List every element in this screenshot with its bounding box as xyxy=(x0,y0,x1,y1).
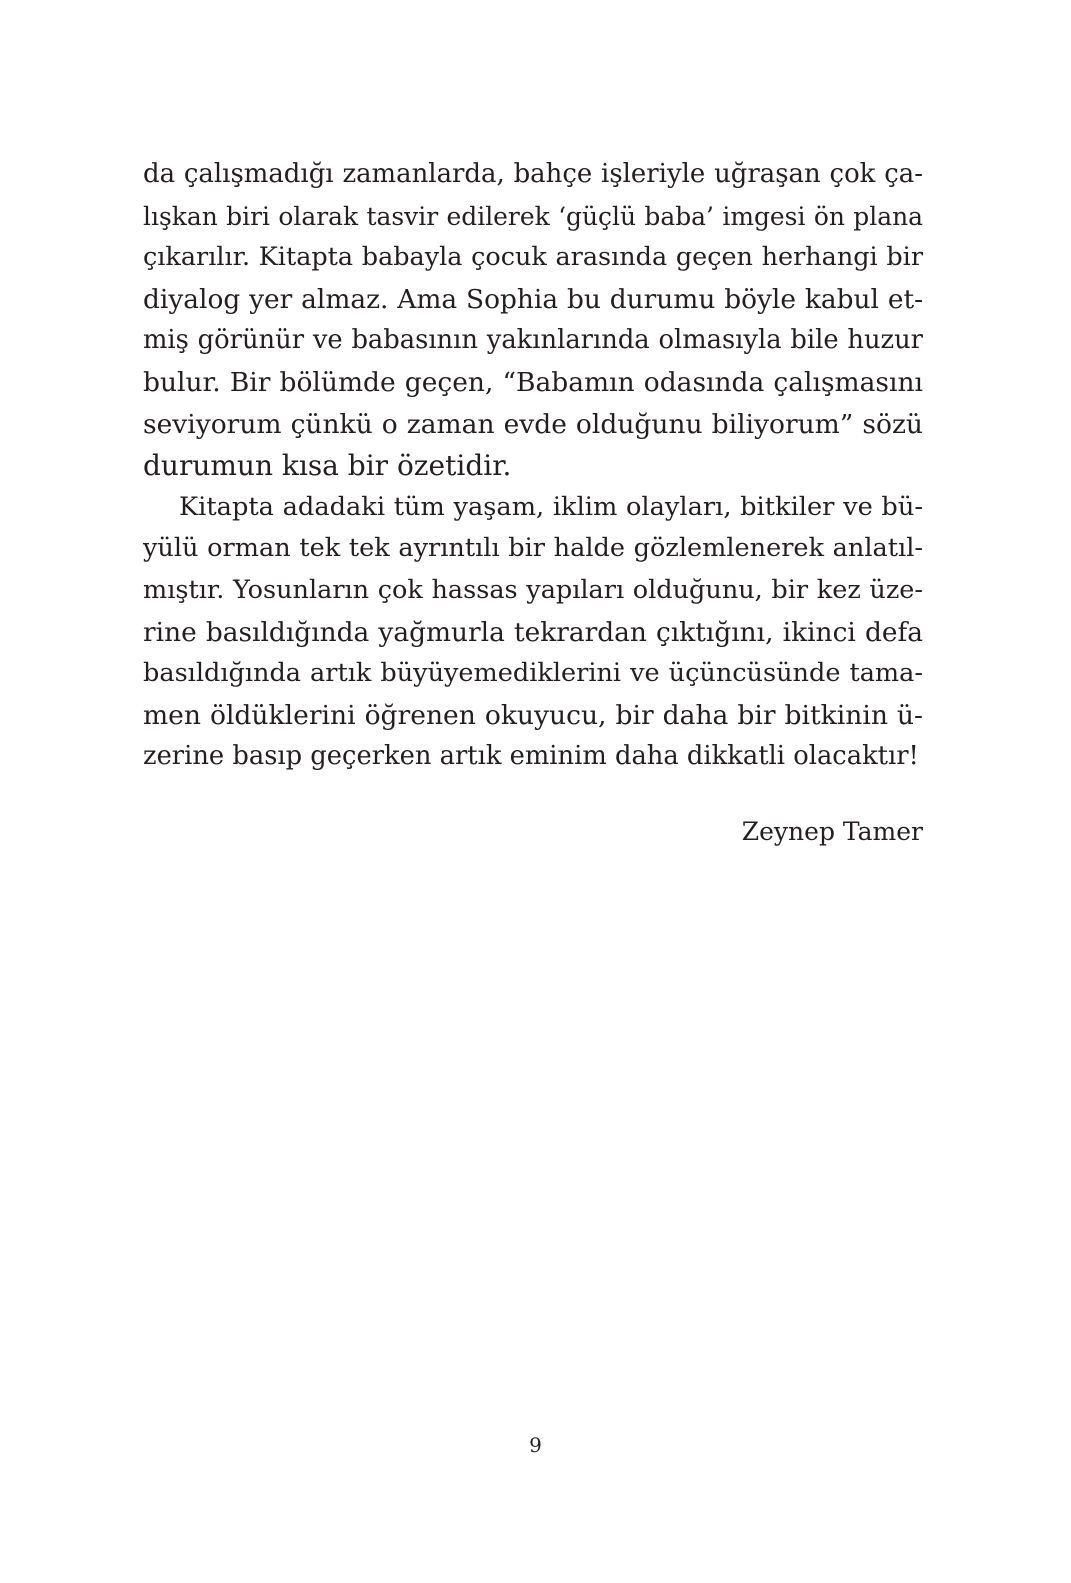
text-line: seviyorum çünkü o zaman evde olduğunu biliyorum” sözü xyxy=(143,408,923,440)
text-line: yülü orman tek tek ayrıntılı bir halde gözlemlenerek anlatıl- xyxy=(143,533,923,564)
text-line: lışkan biri olarak tasvir edilerek ‘güçlü baba’ imgesi ön plana xyxy=(143,201,923,231)
text-line: durumun kısa bir özetidir. xyxy=(143,449,512,483)
text-line: diyalog yer almaz. Ama Sophia bu durumu böyle kabul et- xyxy=(143,283,923,315)
paragraph-1 xyxy=(143,154,923,487)
text-line: da çalışmadığı zamanlarda, bahçe işleriyle uğraşan çok ça- xyxy=(143,159,923,189)
text-line: çıkarılır. Kitapta babayla çocuk arasında geçen herhangi bir xyxy=(143,242,923,273)
author-signature: Zeynep Tamer xyxy=(741,817,923,846)
text-line: men öldüklerini öğrenen okuyucu, bir daha bir bitkinin ü- xyxy=(143,699,923,731)
paragraph-2 xyxy=(143,487,923,778)
text-line: Kitapta adadaki tüm yaşam, iklim olayları, bitkiler ve bü- xyxy=(179,491,923,522)
text-line: bulur. Bir bölümde geçen, “Babamın odasında çalışmasını xyxy=(143,366,923,398)
text-line: mıştır. Yosunların çok hassas yapıları olduğunu, bir kez üze- xyxy=(143,574,923,605)
text-line: rine basıldığında yağmurla tekrardan çıktığını, ikinci defa xyxy=(143,616,923,648)
text-line: basıldığında artık büyüyemediklerini ve üçüncüsünde tama- xyxy=(143,658,923,689)
text-line: zerine basıp geçerken artık eminim daha dikkatli olacaktır! xyxy=(143,741,919,772)
text-line: miş görünür ve babasının yakınlarında olmasıyla bile huzur xyxy=(143,325,923,356)
body-text xyxy=(143,154,923,778)
page-number: 9 xyxy=(529,1433,542,1457)
